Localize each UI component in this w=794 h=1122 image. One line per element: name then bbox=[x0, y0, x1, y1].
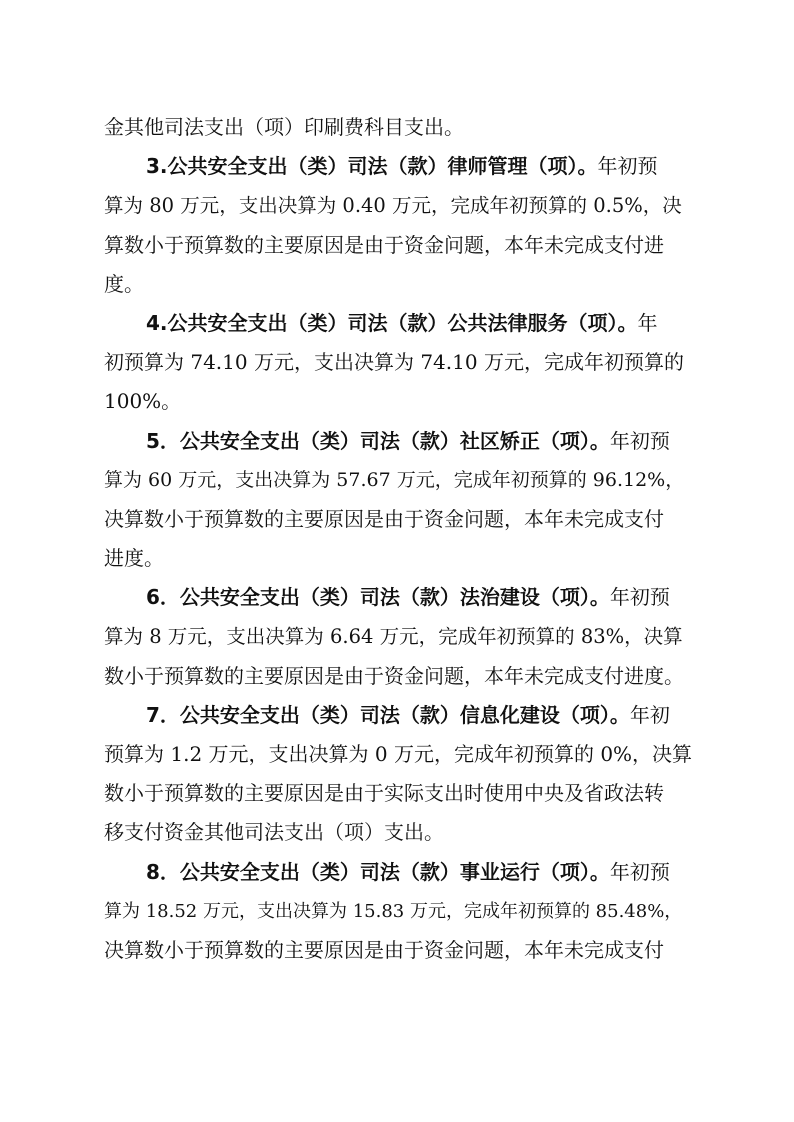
text-line: 算为 80 万元，支出决算为 0.40 万元，完成年初预算的 0.5%，决 bbox=[104, 194, 682, 218]
text-line: 初预算为 74.10 万元，支出决算为 74.10 万元，完成年初预算的 bbox=[104, 350, 684, 375]
text-line: 度。 bbox=[104, 271, 144, 296]
section-heading-4: 4.公共安全支出（类）司法（款）公共法律服务（项）。年 bbox=[146, 310, 658, 335]
text-line: 数小于预算数的主要原因是由于资金问题，本年未完成支付进度。 bbox=[104, 663, 684, 688]
text-line: 算为 60 万元，支出决算为 57.67 万元，完成年初预算的 96.12%， bbox=[104, 468, 685, 491]
text-line: 预算为 1.2 万元，支出决算为 0 万元，完成年初预算的 0%，决算 bbox=[104, 742, 693, 766]
section-heading-5: 5．公共安全支出（类）司法（款）社区矫正（项）。年初预 bbox=[146, 428, 670, 453]
text-line: 算为 8 万元，支出决算为 6.64 万元，完成年初预算的 83%，决算 bbox=[104, 625, 683, 649]
text-line: 算数小于预算数的主要原因是由于资金问题，本年未完成支付进 bbox=[104, 232, 664, 257]
text-line: 进度。 bbox=[104, 546, 164, 571]
text-line: 移支付资金其他司法支出（项）支出。 bbox=[104, 820, 444, 845]
text-line: 决算数小于预算数的主要原因是由于资金问题，本年未完成支付 bbox=[104, 937, 664, 962]
section-heading-6: 6．公共安全支出（类）司法（款）法治建设（项）。年初预 bbox=[146, 585, 670, 610]
text-line: 决算数小于预算数的主要原因是由于资金问题，本年未完成支付 bbox=[104, 506, 664, 531]
text-line: 金其他司法支出（项）印刷费科目支出。 bbox=[104, 115, 464, 139]
text-line: 100%。 bbox=[104, 389, 182, 414]
text-line: 算为 18.52 万元，支出决算为 15.83 万元，完成年初预算的 85.48%， bbox=[104, 900, 683, 922]
text-line: 数小于预算数的主要原因是由于实际支出时使用中央及省政法转 bbox=[104, 781, 664, 806]
section-heading-8: 8．公共安全支出（类）司法（款）事业运行（项）。年初预 bbox=[146, 859, 670, 884]
section-heading-7: 7．公共安全支出（类）司法（款）信息化建设（项）。年初 bbox=[146, 702, 670, 727]
section-heading-3: 3.公共安全支出（类）司法（款）律师管理（项）。年初预 bbox=[146, 154, 658, 179]
document-body bbox=[104, 108, 696, 970]
